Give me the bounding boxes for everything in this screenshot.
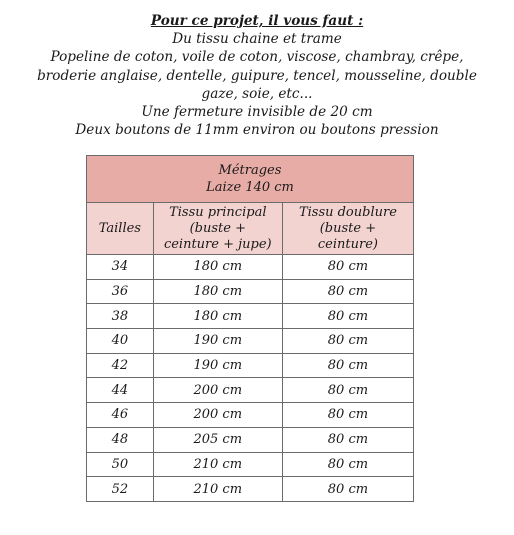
cell-size: 42	[87, 353, 154, 378]
table-title-row	[87, 156, 414, 203]
cell-lining-fabric: 80 cm	[282, 255, 413, 280]
table-row	[87, 353, 414, 378]
cell-main-fabric: 210 cm	[153, 452, 282, 477]
cell-size: 48	[87, 427, 154, 452]
cell-size: 46	[87, 403, 154, 428]
table-row	[87, 427, 414, 452]
cell-lining-fabric: 80 cm	[282, 477, 413, 502]
cell-main-fabric: 180 cm	[153, 279, 282, 304]
cell-main-fabric: 200 cm	[153, 378, 282, 403]
table-title-line: Métrages	[218, 163, 282, 178]
cell-size: 38	[87, 304, 154, 329]
cell-size: 40	[87, 329, 154, 354]
header-lining-fabric	[282, 203, 413, 255]
cell-main-fabric: 200 cm	[153, 403, 282, 428]
cell-lining-fabric: 80 cm	[282, 403, 413, 428]
cell-main-fabric: 205 cm	[153, 427, 282, 452]
table-row	[87, 477, 414, 502]
header-lining-label: ceinture)	[317, 236, 378, 252]
header-main-label: Tissu principal	[169, 204, 267, 220]
table-row	[87, 452, 414, 477]
cell-size: 52	[87, 477, 154, 502]
header-lining-label: Tissu doublure	[298, 204, 397, 220]
table-subtitle-line: Laize 140 cm	[206, 180, 294, 195]
cell-main-fabric: 190 cm	[153, 353, 282, 378]
materials-line: Deux boutons de 11mm environ ou boutons pression	[75, 122, 439, 139]
table-row	[87, 378, 414, 403]
cell-size: 44	[87, 378, 154, 403]
table-row	[87, 304, 414, 329]
header-main-label: ceinture + jupe)	[163, 236, 272, 252]
cell-main-fabric: 210 cm	[153, 477, 282, 502]
materials-line: Une fermeture invisible de 20 cm	[141, 104, 373, 121]
materials-line: Du tissu chaine et trame	[172, 31, 342, 48]
cell-main-fabric: 190 cm	[153, 329, 282, 354]
cell-size: 34	[87, 255, 154, 280]
cell-lining-fabric: 80 cm	[282, 329, 413, 354]
table-row	[87, 255, 414, 280]
cell-main-fabric: 180 cm	[153, 255, 282, 280]
cell-main-fabric: 180 cm	[153, 304, 282, 329]
table-title	[87, 156, 414, 203]
cell-lining-fabric: 80 cm	[282, 378, 413, 403]
table-row	[87, 329, 414, 354]
table-row	[87, 403, 414, 428]
header-size-label: Tailles	[98, 220, 141, 236]
cell-size: 50	[87, 452, 154, 477]
cell-size: 36	[87, 279, 154, 304]
materials-line: broderie anglaise, dentelle, guipure, tencel, mousseline, double	[37, 67, 477, 84]
materials-line: gaze, soie, etc...	[201, 85, 313, 102]
materials-line: Popeline de coton, voile de coton, viscose, chambray, crêpe,	[50, 49, 464, 66]
materials-heading: Pour ce projet, il vous faut :	[150, 13, 364, 29]
table-row	[87, 279, 414, 304]
table-header-row	[87, 203, 414, 255]
header-lining-label: (buste +	[319, 220, 377, 236]
header-size	[87, 203, 154, 255]
yardage-table	[86, 155, 414, 502]
cell-lining-fabric: 80 cm	[282, 353, 413, 378]
cell-lining-fabric: 80 cm	[282, 304, 413, 329]
cell-lining-fabric: 80 cm	[282, 427, 413, 452]
header-main-fabric	[153, 203, 282, 255]
cell-lining-fabric: 80 cm	[282, 452, 413, 477]
materials-intro	[0, 12, 514, 139]
cell-lining-fabric: 80 cm	[282, 279, 413, 304]
header-main-label: (buste +	[189, 220, 246, 236]
